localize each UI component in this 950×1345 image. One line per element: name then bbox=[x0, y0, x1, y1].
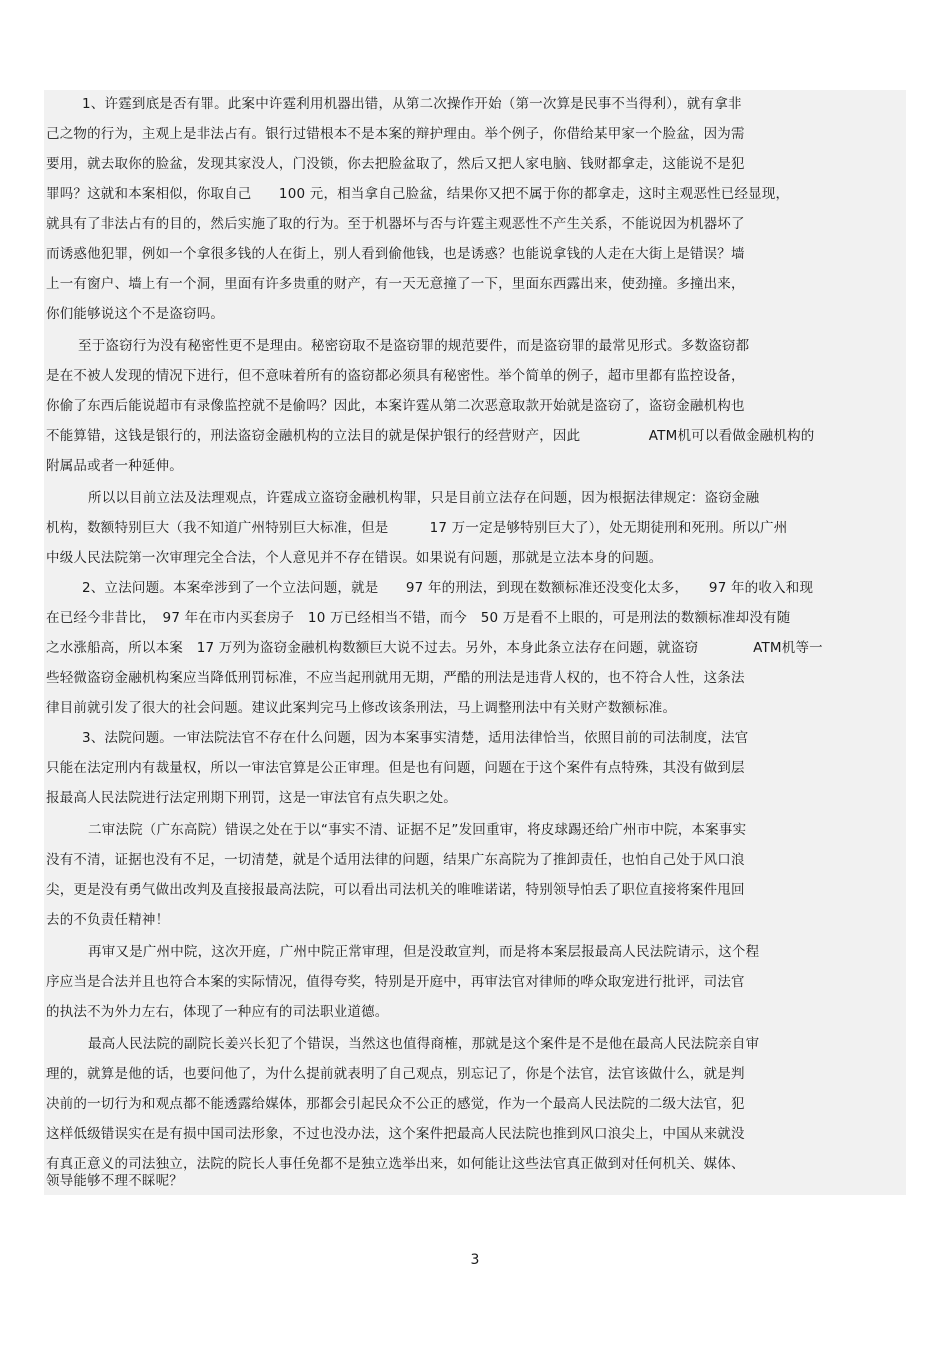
document-text-block bbox=[44, 90, 906, 1195]
text-line: 去的不负责任精神！ bbox=[46, 912, 170, 928]
text-line: 所以以目前立法及法理观点，许霆成立盗窃金融机构罪，只是目前立法存在问题，因为根据法律规定：盗窃金融 bbox=[88, 490, 760, 506]
text-line: 再审又是广州中院，这次开庭，广州中院正常审理，但是没敢宣判，而是将本案层报最高人民法院请示，这个程 bbox=[88, 944, 760, 960]
text-line: 罪吗？这就和本案相似，你取自己 100 元，相当拿自己脸盆，结果你又把不属于你的都拿走，这时主观恶性已经显现， bbox=[46, 186, 790, 202]
text-line: 些轻微盗窃金融机构案应当降低刑罚标准，不应当起刑就用无期，严酷的刑法是违背人权的，也不符合人性，这条法 bbox=[46, 670, 745, 686]
text-line: 报最高人民法院进行法定刑期下刑罚，这是一审法官有点失职之处。 bbox=[46, 790, 457, 806]
text-line: 尖，更是没有勇气做出改判及直接报最高法院，可以看出司法机关的唯唯诺诺，特别领导怕丢了职位直接将案件甩回 bbox=[46, 882, 745, 898]
text-line: 而诱惑他犯罪，例如一个拿很多钱的人在街上，别人看到偷他钱，也是诱惑？也能说拿钱的人走在大街上是错误？墙 bbox=[46, 246, 745, 262]
text-line: 最高人民法院的副院长姜兴长犯了个错误，当然这也值得商榷，那就是这个案件是不是他在最高人民法院亲自审 bbox=[88, 1036, 760, 1052]
text-line: 有真正意义的司法独立，法院的院长人事任免都不是独立选举出来，如何能让这些法官真正做到对任何机关、媒体、 bbox=[46, 1156, 745, 1172]
text-line: 律目前就引发了很大的社会问题。建议此案判完马上修改该条刑法，马上调整刑法中有关财产数额标准。 bbox=[46, 700, 677, 716]
text-line: 二审法院（广东高院）错误之处在于以“事实不清、证据不足”发回重审，将皮球踢还给广州市中院，本案事实 bbox=[88, 822, 747, 838]
text-line: 就具有了非法占有的目的，然后实施了取的行为。至于机器坏与否与许霆主观恶性不产生关系，不能说因为机器坏了 bbox=[46, 216, 745, 232]
text-line: 这样低级错误实在是有损中国司法形象，不过也没办法，这个案件把最高人民法院也推到风口浪尖上，中国从来就没 bbox=[46, 1126, 745, 1142]
text-line: 2、立法问题。本案牵涉到了一个立法问题，就是 97 年的刑法，到现在数额标准还没变化太多， 97 年的收入和现 bbox=[82, 580, 814, 596]
text-line: 没有不清，证据也没有不足，一切清楚，就是个适用法律的问题，结果广东高院为了推卸责任，也怕自己处于风口浪 bbox=[46, 852, 745, 868]
text-line: 机构，数额特别巨大（我不知道广州特别巨大标准，但是 17 万一定是够特别巨大了），处无期徒刑和死刑。所以广州 bbox=[46, 520, 788, 536]
text-line: 之水涨船高，所以本案 17 万列为盗窃金融机构数额巨大说不过去。另外，本身此条立法存在问题，就盗窃 ATM机等一 bbox=[46, 640, 823, 656]
text-line: 中级人民法院第一次审理完全合法，个人意见并不存在错误。如果说有问题，那就是立法本身的问题。 bbox=[46, 550, 663, 566]
text-line: 附属品或者一种延伸。 bbox=[46, 458, 183, 474]
text-line: 1、许霆到底是否有罪。此案中许霆利用机器出错，从第二次操作开始（第一次算是民事不当得利），就有拿非 bbox=[82, 96, 742, 112]
text-line: 理的，就算是他的话，也要问他了，为什么提前就表明了自己观点，别忘记了，你是个法官，法官该做什么，就是判 bbox=[46, 1066, 745, 1082]
text-line: 上一有窗户、墙上有一个洞，里面有许多贵重的财产，有一天无意撞了一下，里面东西露出来，使劲撞。多撞出来， bbox=[46, 276, 745, 292]
text-line: 你偷了东西后能说超市有录像监控就不是偷吗？因此，本案许霆从第二次恶意取款开始就是盗窃了，盗窃金融机构也 bbox=[46, 398, 745, 414]
text-line: 只能在法定刑内有裁量权，所以一审法官算是公正审理。但是也有问题，问题在于这个案件有点特殊，其没有做到层 bbox=[46, 760, 745, 776]
text-line: 是在不被人发现的情况下进行，但不意味着所有的盗窃都必须具有秘密性。举个简单的例子，超市里都有监控设备， bbox=[46, 368, 745, 384]
text-line: 至于盗窃行为没有秘密性更不是理由。秘密窃取不是盗窃罪的规范要件，而是盗窃罪的最常见形式。多数盗窃都 bbox=[78, 338, 750, 354]
text-line: 3、法院问题。一审法院法官不存在什么问题，因为本案事实清楚，适用法律恰当，依照目前的司法制度，法官 bbox=[82, 730, 749, 746]
text-line: 你们能够说这个不是盗窃吗。 bbox=[46, 306, 225, 322]
text-line: 领导能够不理不睬呢？ bbox=[46, 1173, 183, 1189]
text-line: 序应当是合法并且也符合本案的实际情况，值得夸奖，特别是开庭中，再审法官对律师的哗众取宠进行批评，司法官 bbox=[46, 974, 745, 990]
page-number: 3 bbox=[470, 1252, 480, 1268]
text-line: 己之物的行为，主观上是非法占有。银行过错根本不是本案的辩护理由。举个例子，你借给某甲家一个脸盆，因为需 bbox=[46, 126, 745, 142]
text-line: 在已经今非昔比， 97 年在市内买套房子 10 万已经相当不错，而今 50 万是看不上眼的，可是刑法的数额标准却没有随 bbox=[46, 610, 791, 626]
text-line: 不能算错，这钱是银行的，刑法盗窃金融机构的立法目的就是保护银行的经营财产，因此 ATM机可以看做金融机构的 bbox=[46, 428, 815, 444]
text-line: 的执法不为外力左右，体现了一种应有的司法职业道德。 bbox=[46, 1004, 389, 1020]
text-line: 要用，就去取你的脸盆，发现其家没人，门没锁，你去把脸盆取了，然后又把人家电脑、钱财都拿走，这能说不是犯 bbox=[46, 156, 745, 172]
text-line: 决前的一切行为和观点都不能透露给媒体，那都会引起民众不公正的感觉，作为一个最高人民法院的二级大法官，犯 bbox=[46, 1096, 745, 1112]
